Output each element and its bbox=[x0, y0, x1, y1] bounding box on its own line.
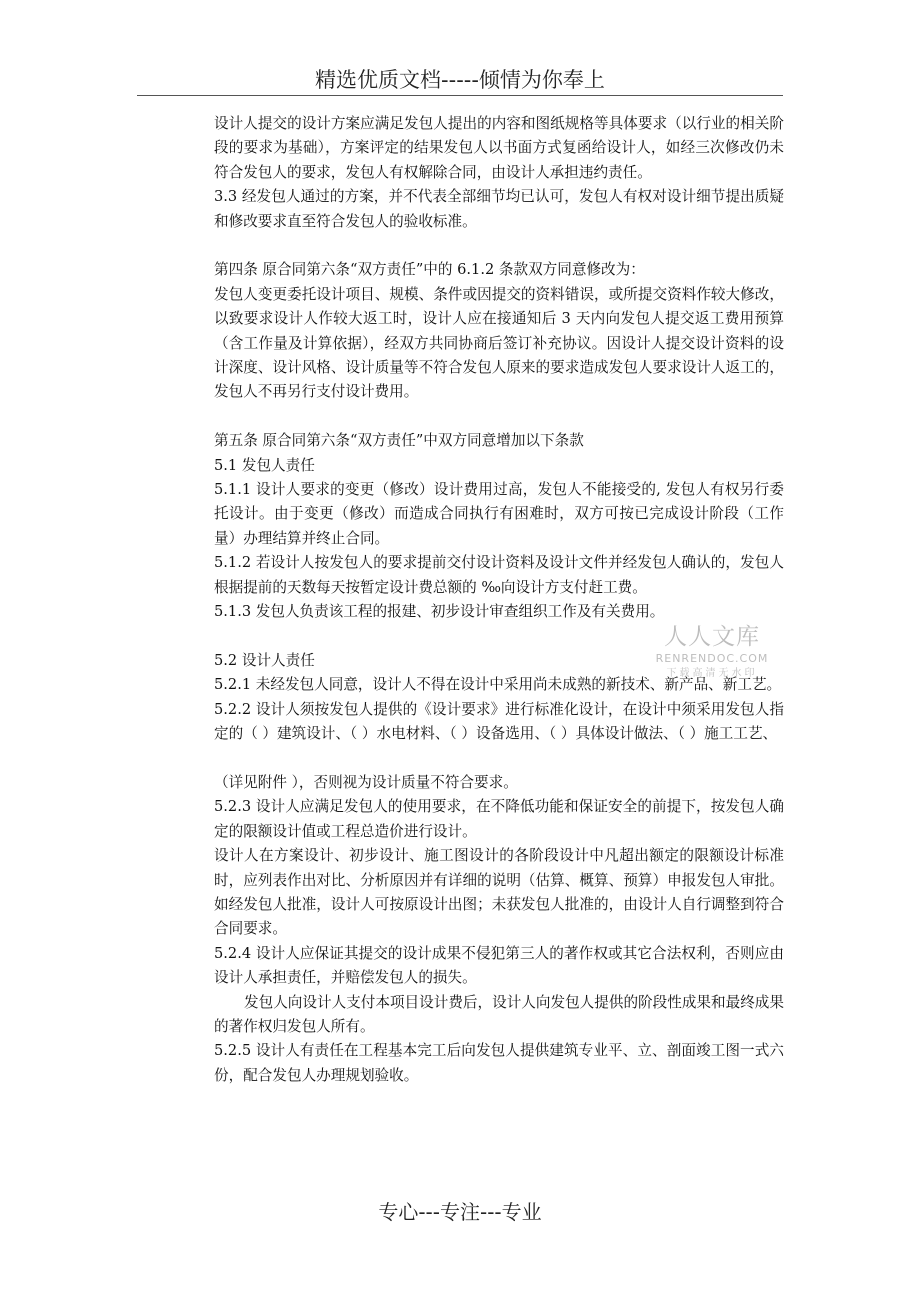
article-5-heading: 第五条 原合同第六条“双方责任”中双方同意增加以下条款 bbox=[214, 432, 584, 450]
paragraph: 发包人向设计人支付本项目设计费后，设计人向发包人提供的阶段性成果和最终成果的著作权归发包人所有。 bbox=[214, 993, 784, 1035]
page-header: 精选优质文档-----倾情为你奉上 bbox=[315, 68, 605, 92]
clause-5-1-3: 5.1.3 发包人负责该工程的报建、初步设计审查组织工作及有关费用。 bbox=[214, 603, 665, 621]
clause-5-2-1: 5.2.1 未经发包人同意，设计人不得在设计中采用尚未成熟的新技术、新产品、新工艺。 bbox=[214, 676, 782, 694]
paragraph: 发包人变更委托设计项目、规模、条件或因提交的资料错误，或所提交资料作较大修改，以致要求设计人作较大返工时，设计人应在接通知后 3 天内向发包人提交返工费用预算（含工作量及计算依据），经双方共同协商后签订补充协议。因设计人提交设计资料的设计深度、设计风格、设计质量等不符合发包人原来的要求造成发包人要求设计人返工的，发包人不再另行支付设计费用。 bbox=[214, 285, 784, 401]
header-divider bbox=[137, 95, 783, 96]
watermark-tagline: 下载高清无水印 bbox=[666, 668, 758, 679]
section-5-2-heading: 5.2 设计人责任 bbox=[214, 651, 315, 669]
section-5-1-heading: 5.1 发包人责任 bbox=[214, 456, 315, 474]
clause-3-3: 3.3 经发包人通过的方案，并不代表全部细节均已认可，发包人有权对设计细节提出质疑和修改要求直至符合发包人的验收标准。 bbox=[214, 188, 784, 230]
paragraph: 设计人提交的设计方案应满足发包人提出的内容和图纸规格等具体要求（以行业的相关阶段的要求为基础），方案评定的结果发包人以书面方式复函给设计人，如经三次修改仍未符合发包人的要求，发包人有权解除合同，由设计人承担违约责任。 bbox=[214, 115, 784, 181]
paragraph: 设计人在方案设计、初步设计、施工图设计的各阶段设计中凡超出额定的限额设计标准时，应列表作出对比、分析原因并有详细的说明（估算、概算、预算）申报发包人审批。如经发包人批准，设计人可按原设计出图；未获发包人批准的，由设计人自行调整到符合合同要求。 bbox=[214, 847, 784, 938]
clause-5-1-1: 5.1.1 设计人要求的变更（修改）设计费用过高，发包人不能接受的, 发包人有权另行委托设计。由于变更（修改）而造成合同执行有困难时，双方可按已完成设计阶段（工作量）办理结算并终止合同。 bbox=[214, 481, 784, 547]
document-body bbox=[214, 112, 784, 1088]
paragraph-gap bbox=[214, 405, 784, 429]
paragraph-gap bbox=[214, 234, 784, 258]
clause-5-2-5: 5.2.5 设计人有责任在工程基本完工后向发包人提供建筑专业平、立、剖面竣工图一式六份，配合发包人办理规划验收。 bbox=[214, 1042, 784, 1084]
page-footer: 专心---专注---专业 bbox=[378, 1200, 542, 1224]
clause-5-2-2: 5.2.2 设计人须按发包人提供的《设计要求》进行标准化设计，在设计中须采用发包人指定的（ ）建筑设计、（ ）水电材料、（ ）设备选用、（ ）具体设计做法、（ ）施工工艺、 bbox=[214, 700, 784, 743]
article-4-heading: 第四条 原合同第六条“双方责任”中的 6.1.2 条款双方同意修改为： bbox=[214, 261, 645, 279]
clause-5-1-2: 5.1.2 若设计人按发包人的要求提前交付设计资料及设计文件并经发包人确认的，发包人根据提前的天数每天按暂定设计费总额的 ‰向设计方支付赶工费。 bbox=[214, 554, 784, 596]
clause-5-2-3: 5.2.3 设计人应满足发包人的使用要求，在不降低功能和保证安全的前提下，按发包人确定的限额设计值或工程总造价进行设计。 bbox=[214, 798, 784, 840]
watermark-domain: RENRENDOC.COM bbox=[655, 652, 769, 665]
paragraph-gap bbox=[214, 747, 784, 771]
clause-5-2-4: 5.2.4 设计人应保证其提交的设计成果不侵犯第三人的著作权或其它合法权利，否则应由设计人承担责任，并赔偿发包人的损失。 bbox=[214, 944, 784, 987]
watermark bbox=[650, 622, 774, 682]
paragraph: （详见附件 ），否则视为设计质量不符合要求。 bbox=[214, 773, 518, 791]
watermark-title: 人人文库 bbox=[664, 624, 760, 650]
